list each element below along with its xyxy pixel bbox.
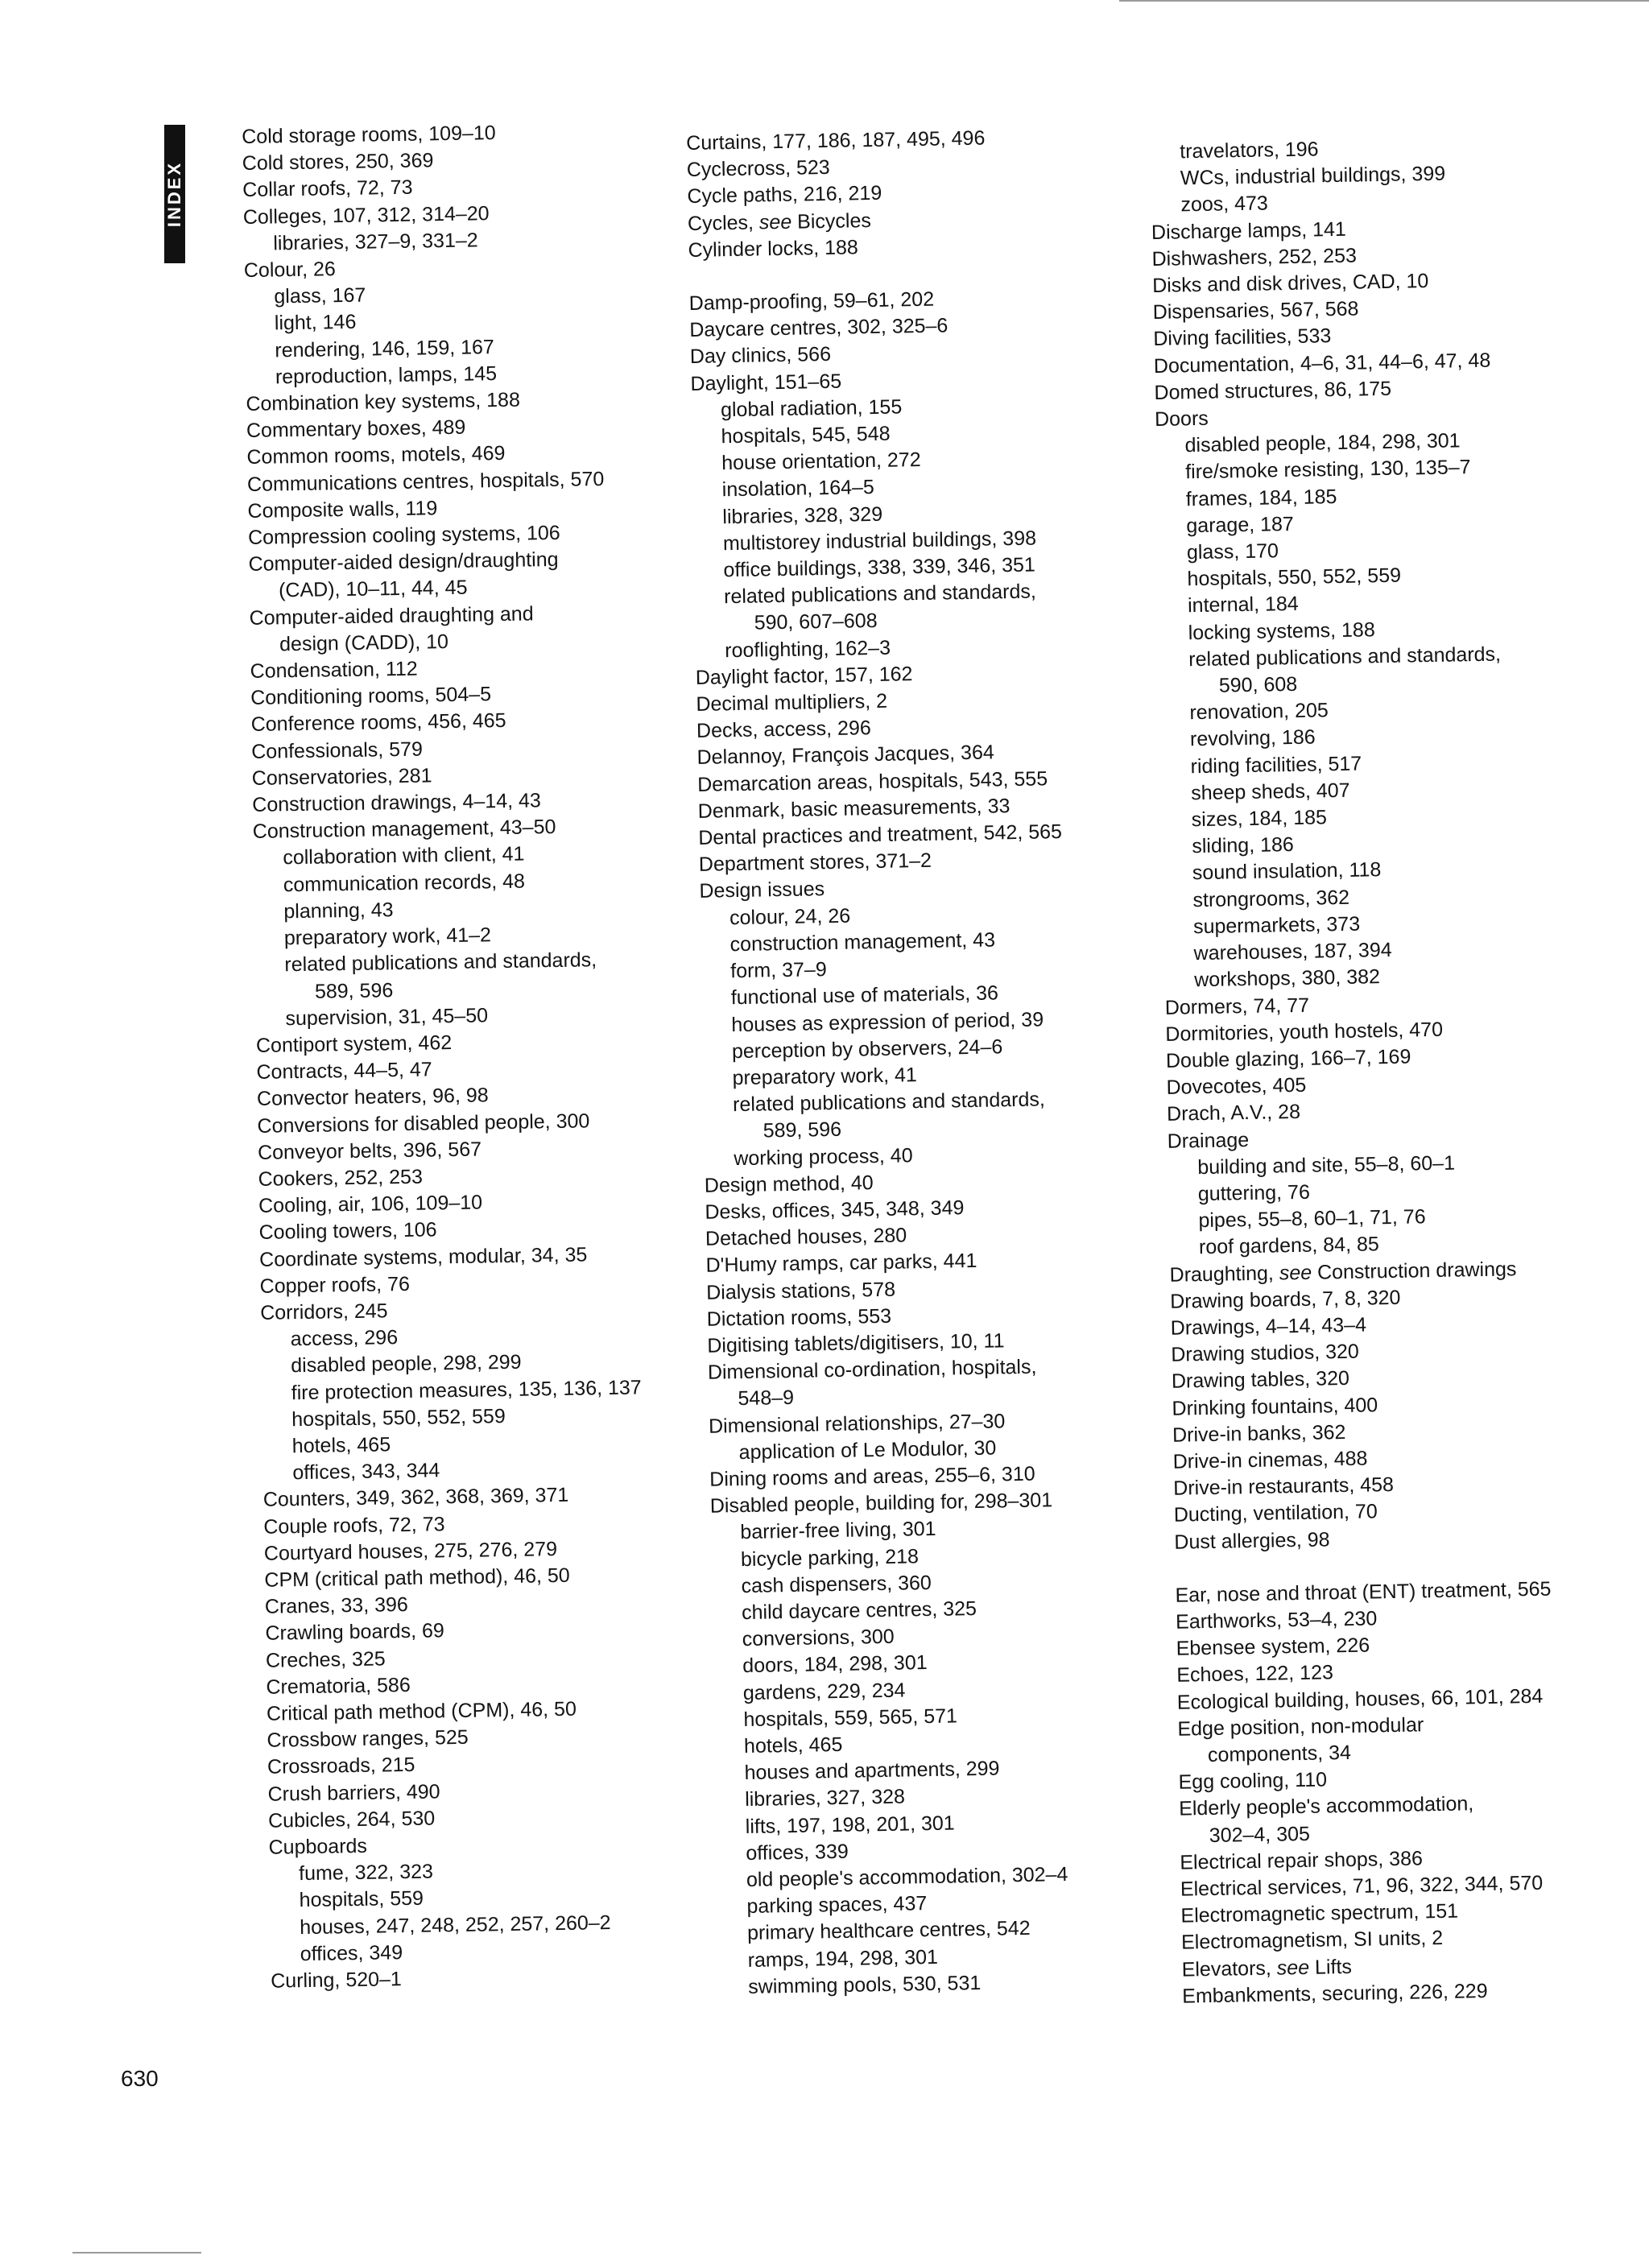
index-entry: Delannoy, François Jacques, 364 (696, 741, 994, 770)
index-subentry: 302–4, 305 (1209, 1822, 1311, 1847)
index-entry: Crossbow ranges, 525 (267, 1726, 469, 1752)
index-entry: Counters, 349, 362, 368, 369, 371 (262, 1484, 569, 1512)
index-entry: Dimensional co-ordination, hospitals, (707, 1355, 1037, 1384)
index-entry: Coordinate systems, modular, 34, 35 (258, 1242, 588, 1271)
index-entry: Dining rooms and areas, 255–6, 310 (709, 1462, 1035, 1491)
index-entry: Drawing studios, 320 (1171, 1340, 1360, 1366)
index-subentry: doors, 184, 298, 301 (742, 1651, 928, 1678)
index-subentry: building and site, 55–8, 60–1 (1197, 1151, 1456, 1179)
index-subentry: guttering, 76 (1197, 1180, 1311, 1206)
index-entry: Crossroads, 215 (267, 1754, 415, 1779)
index-entry: Conveyor belts, 396, 567 (257, 1138, 482, 1164)
index-subentry: (CAD), 10–11, 44, 45 (278, 576, 468, 602)
index-entry: Disabled people, building for, 298–301 (709, 1489, 1053, 1518)
index-entry: Courtyard houses, 275, 276, 279 (263, 1537, 558, 1565)
index-entry: Ebensee system, 226 (1176, 1634, 1370, 1660)
index-subentry: 590, 607–608 (754, 609, 878, 635)
index-entry: Compression cooling systems, 106 (247, 521, 560, 549)
index-entry: Cyclecross, 523 (686, 156, 830, 182)
index-subentry: rooflighting, 162–3 (725, 636, 891, 662)
index-entry: Condensation, 112 (250, 657, 418, 683)
index-subentry: swimming pools, 530, 531 (748, 1971, 982, 1998)
index-entry: Colleges, 107, 312, 314–20 (242, 201, 490, 229)
index-entry: Computer-aided design/draughting (248, 548, 559, 576)
index-subentry: supermarkets, 373 (1192, 912, 1361, 939)
cross-reference-see: see (1279, 1261, 1312, 1284)
index-entry: Convector heaters, 96, 98 (256, 1084, 489, 1111)
index-entry: Critical path method (CPM), 46, 50 (266, 1697, 577, 1725)
index-entry: Design issues (699, 878, 825, 903)
index-subentry: hospitals, 545, 548 (721, 422, 891, 448)
index-subentry: planning, 43 (283, 899, 394, 923)
index-entry: Curling, 520–1 (271, 1968, 403, 1993)
index-subentry: zoos, 473 (1180, 192, 1269, 217)
index-subentry: parking spaces, 437 (746, 1892, 928, 1919)
index-subentry: travelators, 196 (1180, 138, 1319, 163)
index-subentry: child daycare centres, 325 (741, 1597, 977, 1625)
index-entry: Drawings, 4–14, 43–4 (1170, 1313, 1367, 1340)
index-subentry: lifts, 197, 198, 201, 301 (745, 1812, 955, 1838)
index-entry: Elevators, see Lifts (1181, 1955, 1353, 1981)
index-subentry: colour, 24, 26 (729, 904, 851, 929)
index-subentry: roof gardens, 84, 85 (1198, 1233, 1380, 1259)
index-entry: Conservatories, 281 (251, 764, 432, 790)
index-entry: Design method, 40 (704, 1171, 874, 1197)
index-entry: Conversions for disabled people, 300 (257, 1109, 590, 1138)
index-entry: Daylight, 151–65 (690, 370, 842, 395)
page-number: 630 (121, 2066, 159, 2091)
index-subentry: related publications and standards, (284, 948, 597, 977)
index-entry: Cold storage rooms, 109–10 (242, 122, 496, 148)
index-subentry: perception by observers, 24–6 (731, 1035, 1003, 1063)
cross-reference-see: see (758, 210, 792, 234)
index-entry: Conditioning rooms, 504–5 (250, 683, 492, 710)
index-entry: Discharge lamps, 141 (1151, 217, 1347, 244)
index-entry: Electromagnetic spectrum, 151 (1180, 1899, 1459, 1927)
index-subentry: hospitals, 559, 565, 571 (743, 1704, 958, 1731)
index-entry: Egg cooling, 110 (1178, 1768, 1328, 1794)
index-subentry: sound insulation, 118 (1192, 858, 1382, 885)
index-side-tab (164, 125, 185, 263)
index-subentry: libraries, 327–9, 331–2 (273, 229, 478, 255)
index-subentry: house orientation, 272 (721, 448, 921, 475)
index-subentry: insolation, 164–5 (721, 476, 875, 502)
index-subentry: related publications and standards, (1188, 642, 1502, 671)
index-subentry: warehouses, 187, 394 (1193, 939, 1392, 965)
index-subentry: frames, 184, 185 (1185, 485, 1337, 510)
index-subentry: preparatory work, 41 (732, 1064, 918, 1090)
index-subentry: fire/smoke resisting, 130, 135–7 (1184, 456, 1471, 484)
index-entry: Drive-in restaurants, 458 (1173, 1473, 1395, 1500)
index-subentry: design (CADD), 10 (279, 630, 449, 656)
index-subentry: pipes, 55–8, 60–1, 71, 76 (1198, 1205, 1426, 1233)
index-entry: Dimensional relationships, 27–30 (708, 1409, 1006, 1438)
index-subentry: light, 146 (274, 311, 357, 335)
index-subentry: disabled people, 298, 299 (291, 1351, 522, 1378)
index-subentry: 589, 596 (314, 978, 394, 1003)
index-subentry: supervision, 31, 45–50 (285, 1004, 489, 1030)
index-entry: Commentary boxes, 489 (246, 415, 466, 443)
index-subentry: hospitals, 550, 552, 559 (291, 1404, 506, 1431)
index-subentry: offices, 349 (300, 1940, 403, 1965)
index-subentry: cash dispensers, 360 (741, 1571, 932, 1597)
index-subentry: communication records, 48 (283, 870, 526, 896)
index-entry: Conference rooms, 456, 465 (250, 709, 506, 737)
index-entry: Combination key systems, 188 (246, 388, 521, 415)
bottom-rule (72, 2252, 201, 2254)
index-entry: Desks, offices, 345, 348, 349 (705, 1196, 965, 1224)
index-entry: Construction management, 43–50 (252, 816, 556, 844)
index-subentry: components, 34 (1207, 1741, 1352, 1767)
index-entry: Earthworks, 53–4, 230 (1175, 1607, 1378, 1634)
index-entry: Dormitories, youth hostels, 470 (1165, 1018, 1444, 1046)
index-entry: Common rooms, motels, 469 (246, 442, 506, 469)
index-entry: Crush barriers, 490 (267, 1779, 440, 1806)
index-subentry: riding facilities, 517 (1190, 752, 1362, 778)
index-subentry: hospitals, 559 (299, 1887, 424, 1912)
index-subentry: houses, 247, 248, 252, 257, 260–2 (299, 1911, 611, 1939)
index-subentry: sheep sheds, 407 (1190, 779, 1350, 805)
index-subentry: hotels, 465 (291, 1433, 391, 1458)
index-entry: Daylight factor, 157, 162 (695, 663, 913, 689)
index-subentry: 589, 596 (763, 1118, 842, 1142)
index-entry: Cooling, air, 106, 109–10 (258, 1191, 483, 1217)
index-entry: Decks, access, 296 (696, 717, 872, 743)
index-entry: Drive-in cinemas, 488 (1172, 1447, 1368, 1473)
index-subentry: ramps, 194, 298, 301 (747, 1945, 939, 1972)
index-subentry: construction management, 43 (729, 928, 996, 956)
index-subentry: offices, 343, 344 (292, 1459, 440, 1485)
index-entry: Dust allergies, 98 (1174, 1527, 1330, 1554)
index-entry: Echoes, 122, 123 (1176, 1661, 1334, 1688)
index-entry: Dovecotes, 405 (1166, 1073, 1307, 1099)
index-entry: Cylinder locks, 188 (688, 236, 859, 262)
index-entry: Ecological building, houses, 66, 101, 284 (1176, 1684, 1544, 1714)
index-subentry: form, 37–9 (729, 958, 827, 983)
index-entry: Digitising tablets/digitisers, 10, 11 (707, 1329, 1005, 1357)
index-entry: Double glazing, 166–7, 169 (1165, 1045, 1411, 1072)
index-subentry: locking systems, 188 (1188, 618, 1375, 644)
index-entry: D'Humy ramps, car parks, 441 (705, 1250, 977, 1278)
index-subentry: fume, 322, 323 (298, 1860, 434, 1886)
index-entry: Confessionals, 579 (251, 737, 424, 763)
index-entry: Cold stores, 250, 369 (242, 149, 434, 176)
index-entry: Disks and disk drives, CAD, 10 (1151, 270, 1429, 297)
index-entry: Electrical repair shops, 386 (1180, 1847, 1424, 1874)
index-entry: Corridors, 245 (259, 1299, 388, 1324)
index-entry: Cubicles, 264, 530 (267, 1807, 436, 1832)
index-entry: Construction drawings, 4–14, 43 (252, 789, 542, 816)
index-entry: Crawling boards, 69 (265, 1619, 444, 1646)
index-subentry: offices, 339 (746, 1840, 849, 1865)
index-subentry: working process, 40 (734, 1143, 913, 1170)
index-subentry: strongrooms, 362 (1192, 886, 1350, 911)
index-subentry: application of Le Modulor, 30 (738, 1436, 997, 1464)
index-subentry: gardens, 229, 234 (742, 1679, 906, 1704)
index-entry: Drach, A.V., 28 (1166, 1101, 1301, 1126)
index-entry: Drive-in banks, 362 (1172, 1420, 1346, 1447)
top-rule (1119, 0, 1649, 2)
index-subentry: houses and apartments, 299 (744, 1757, 1000, 1785)
index-subentry: reproduction, lamps, 145 (275, 361, 498, 389)
index-subentry: libraries, 327, 328 (744, 1785, 906, 1812)
index-column-2 (686, 124, 1082, 2002)
index-entry: Demarcation areas, hospitals, 543, 555 (696, 766, 1048, 796)
index-subentry: workshops, 380, 382 (1193, 965, 1381, 992)
index-subentry: sizes, 184, 185 (1191, 806, 1328, 832)
index-entry: Decimal multipliers, 2 (696, 689, 888, 716)
index-entry: Embankments, securing, 226, 229 (1182, 1979, 1488, 2008)
index-entry: Couple roofs, 72, 73 (263, 1512, 445, 1539)
index-subentry: houses as expression of period, 39 (731, 1007, 1044, 1036)
index-entry: Damp-proofing, 59–61, 202 (688, 287, 935, 315)
index-entry: Ear, nose and throat (ENT) treatment, 565 (1175, 1577, 1552, 1607)
index-subentry: fire protection measures, 135, 136, 137 (291, 1375, 642, 1404)
index-entry: Contiport system, 462 (255, 1031, 453, 1057)
index-entry: Edge position, non-modular (1177, 1713, 1424, 1741)
index-subentry: old people's accommodation, 302–4 (746, 1863, 1068, 1892)
index-entry: Cranes, 33, 396 (264, 1593, 409, 1618)
index-subentry: hotels, 465 (743, 1733, 843, 1758)
index-entry: Cookers, 252, 253 (258, 1165, 424, 1191)
cross-reference-see: see (1276, 1956, 1310, 1980)
index-entry: Copper roofs, 76 (259, 1272, 411, 1298)
index-entry: Dictation rooms, 553 (706, 1304, 892, 1331)
index-subentry: bicycle parking, 218 (740, 1544, 920, 1571)
index-subentry: 548–9 (738, 1386, 795, 1411)
index-subentry: hospitals, 550, 552, 559 (1187, 564, 1402, 591)
index-subentry: related publications and standards, (723, 580, 1037, 609)
index-entry: Dormers, 74, 77 (1164, 994, 1310, 1019)
index-entry: Cycles, see Bicycles (687, 209, 872, 235)
index-entry: Contracts, 44–5, 47 (256, 1058, 432, 1084)
index-subentry: WCs, industrial buildings, 399 (1180, 162, 1446, 190)
index-subentry: preparatory work, 41–2 (283, 923, 492, 950)
index-entry: Cooling towers, 106 (258, 1218, 437, 1245)
index-entry: Documentation, 4–6, 31, 44–6, 47, 48 (1153, 349, 1491, 378)
index-subentry: barrier-free living, 301 (740, 1518, 936, 1544)
index-entry: Creches, 325 (265, 1647, 386, 1672)
index-subentry: access, 296 (290, 1326, 399, 1351)
index-subentry: garage, 187 (1186, 512, 1295, 538)
index-entry: Day clinics, 566 (689, 343, 832, 369)
index-subentry: rendering, 146, 159, 167 (275, 335, 495, 362)
index-subentry: collaboration with client, 41 (283, 843, 525, 870)
index-subentry: revolving, 186 (1189, 725, 1316, 751)
index-entry: Ducting, ventilation, 70 (1173, 1500, 1378, 1527)
index-subentry: global radiation, 155 (720, 395, 903, 422)
index-entry: Doors (1154, 407, 1209, 431)
index-subentry: conversions, 300 (742, 1625, 895, 1651)
index-entry: Curtains, 177, 186, 187, 495, 496 (686, 126, 986, 155)
index-subentry: renovation, 205 (1189, 699, 1329, 725)
index-entry: Dialysis stations, 578 (705, 1278, 896, 1304)
index-entry: Domed structures, 86, 175 (1154, 377, 1392, 404)
index-subentry: 590, 608 (1218, 672, 1298, 697)
index-entry: Department stores, 371–2 (698, 849, 932, 877)
index-subentry: related publications and standards, (732, 1088, 1046, 1117)
index-entry: Drawing boards, 7, 8, 320 (1169, 1286, 1401, 1313)
index-entry: Drainage (1167, 1128, 1250, 1153)
index-entry: Cupboards (268, 1834, 368, 1859)
index-subentry: sliding, 186 (1192, 833, 1295, 858)
index-entry: Crematoria, 586 (266, 1673, 411, 1699)
index-entry: Drawing tables, 320 (1171, 1367, 1350, 1394)
index-entry: Communications centres, hospitals, 570 (246, 467, 605, 496)
index-entry: Electromagnetism, SI units, 2 (1180, 1927, 1444, 1955)
index-entry: Drinking fountains, 400 (1172, 1393, 1378, 1420)
index-entry: Draughting, see Construction drawings (1169, 1257, 1517, 1287)
index-subentry: office buildings, 338, 339, 346, 351 (723, 553, 1036, 582)
index-entry: Collar roofs, 72, 73 (242, 176, 413, 202)
index-entry: Diving facilities, 533 (1153, 324, 1332, 351)
index-entry: Composite walls, 119 (247, 497, 438, 523)
index-subentry: libraries, 328, 329 (722, 502, 883, 528)
index-subentry: glass, 170 (1186, 539, 1279, 564)
index-entry: Dispensaries, 567, 568 (1152, 297, 1359, 324)
index-column-1 (242, 118, 651, 1995)
index-entry: CPM (critical path method), 46, 50 (264, 1564, 570, 1592)
index-entry: Colour, 26 (243, 258, 337, 282)
index-entry: Daycare centres, 302, 325–6 (689, 314, 948, 342)
index-tab-label: INDEX (164, 160, 184, 228)
index-column-3 (1150, 133, 1558, 2010)
index-subentry: disabled people, 184, 298, 301 (1184, 429, 1461, 457)
index-entry: Dishwashers, 252, 253 (1151, 244, 1358, 271)
index-entry: Detached houses, 280 (705, 1224, 907, 1250)
index-subentry: functional use of materials, 36 (730, 981, 999, 1010)
index-subentry: multistorey industrial buildings, 398 (722, 527, 1037, 556)
index-subentry: glass, 167 (274, 283, 366, 308)
index-entry: Cycle paths, 216, 219 (687, 182, 882, 209)
index-entry: Denmark, basic measurements, 33 (697, 794, 1010, 823)
index-subentry: primary healthcare centres, 542 (746, 1917, 1031, 1945)
index-entry: Elderly people's accommodation, (1178, 1792, 1474, 1821)
index-subentry: internal, 184 (1187, 593, 1299, 618)
index-entry: Computer-aided draughting and (249, 602, 534, 630)
index-entry: Dental practices and treatment, 542, 565 (698, 820, 1063, 849)
index-entry: Electrical services, 71, 96, 322, 344, 570 (1180, 1871, 1544, 1901)
